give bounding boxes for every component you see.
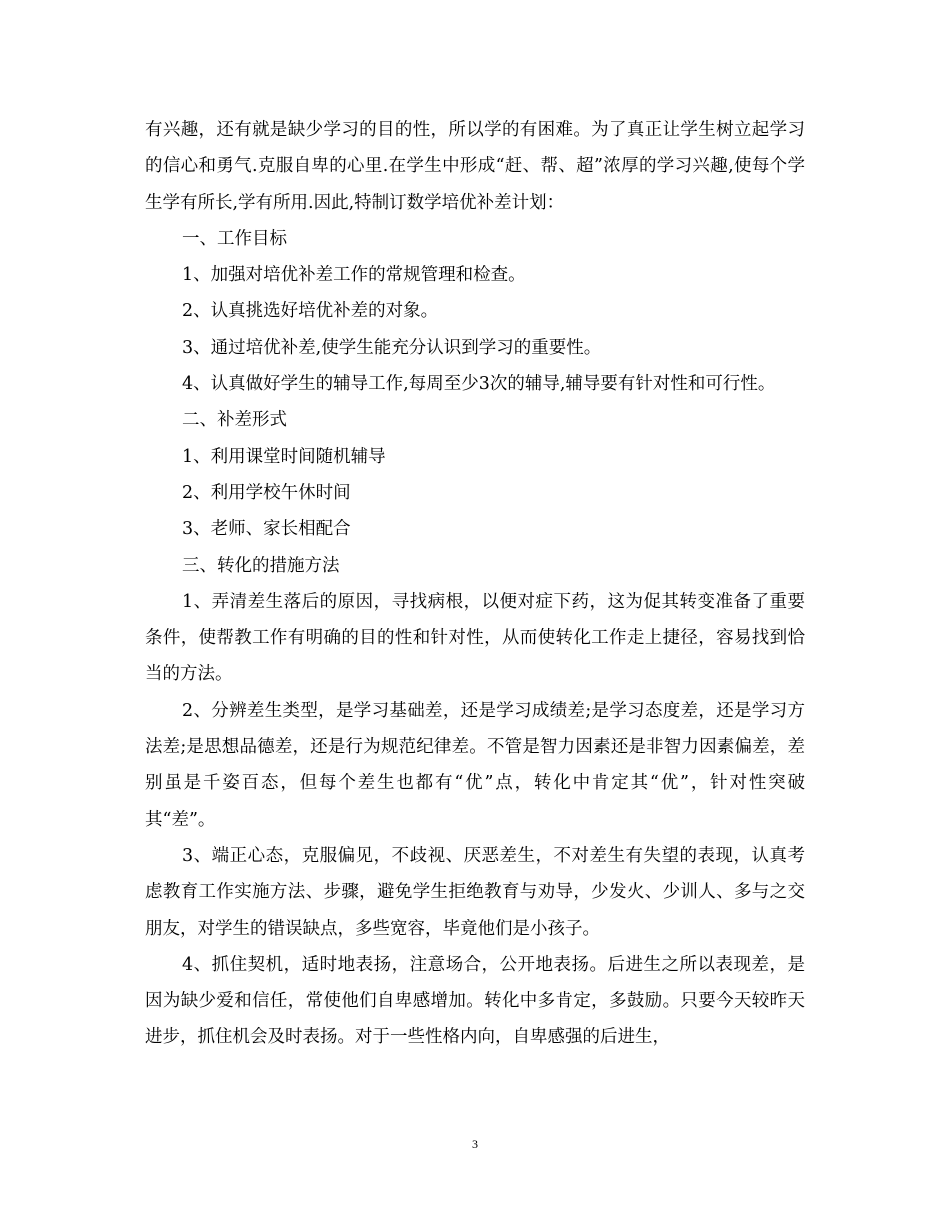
list-item-goal-2: 2、认真挑选好培优补差的对象。: [182, 301, 439, 322]
list-item-goal-4: 4、认真做好学生的辅导工作,每周至少3次的辅导,辅导要有针对性和可行性。: [182, 374, 776, 395]
page-number: 3: [472, 1137, 478, 1151]
list-item-goal-1: 1、加强对培优补差工作的常规管理和检查。: [182, 265, 526, 286]
list-item-goal-3: 3、通过培优补差,使学生能充分认识到学习的重要性。: [182, 337, 602, 358]
list-item-measure-1: 1、弄清差生落后的原因，寻找病根，以便对症下药，这为促其转变准备了重要条件，使帮教工作有明确的目的性和针对性，从而使转化工作走上捷径，容易找到恰当的方法。: [145, 591, 805, 685]
heading-tutoring-forms: 二、补差形式: [182, 410, 287, 431]
list-item-measure-2: 2、分辨差生类型，是学习基础差，还是学习成绩差;是学习态度差，还是学习方法差;是思想品德差，还是行为规范纪律差。不管是智力因素还是非智力因素偏差，差别虽是千姿百态，但每个差生也都有“优”点，转化中肯定其“优”，针对性突破其“差”。: [145, 700, 805, 830]
heading-work-goals: 一、工作目标: [182, 228, 287, 249]
list-item-form-3: 3、老师、家长相配合: [182, 519, 351, 540]
heading-measures: 三、转化的措施方法: [182, 555, 340, 576]
list-item-measure-4: 4、抓住契机，适时地表扬，注意场合，公开地表扬。后进生之所以表现差，是因为缺少爱和信任，常使他们自卑感增加。转化中多肯定，多鼓励。只要今天较昨天进步，抓住机会及时表扬。对于一些性格内向，自卑感强的后进生，: [145, 954, 805, 1048]
paragraph-intro-continued: 有兴趣，还有就是缺少学习的目的性，所以学的有困难。为了真正让学生树立起学习的信心和勇气.克服自卑的心里.在学生中形成“赶、帮、超”浓厚的学习兴趣,使每个学生学有所长,学有所用.因此,特制订数学培优补差计划：: [145, 120, 805, 213]
document-body: [145, 112, 805, 1056]
list-item-form-1: 1、利用课堂时间随机辅导: [182, 446, 386, 467]
list-item-measure-3: 3、端正心态，克服偏见，不歧视、厌恶差生，不对差生有失望的表现，认真考虑教育工作实施方法、步骤，避免学生拒绝教育与劝导，少发火、少训人、多与之交朋友，对学生的错误缺点，多些宽容，毕竟他们是小孩子。: [145, 845, 805, 939]
list-item-form-2: 2、利用学校午休时间: [182, 482, 351, 503]
